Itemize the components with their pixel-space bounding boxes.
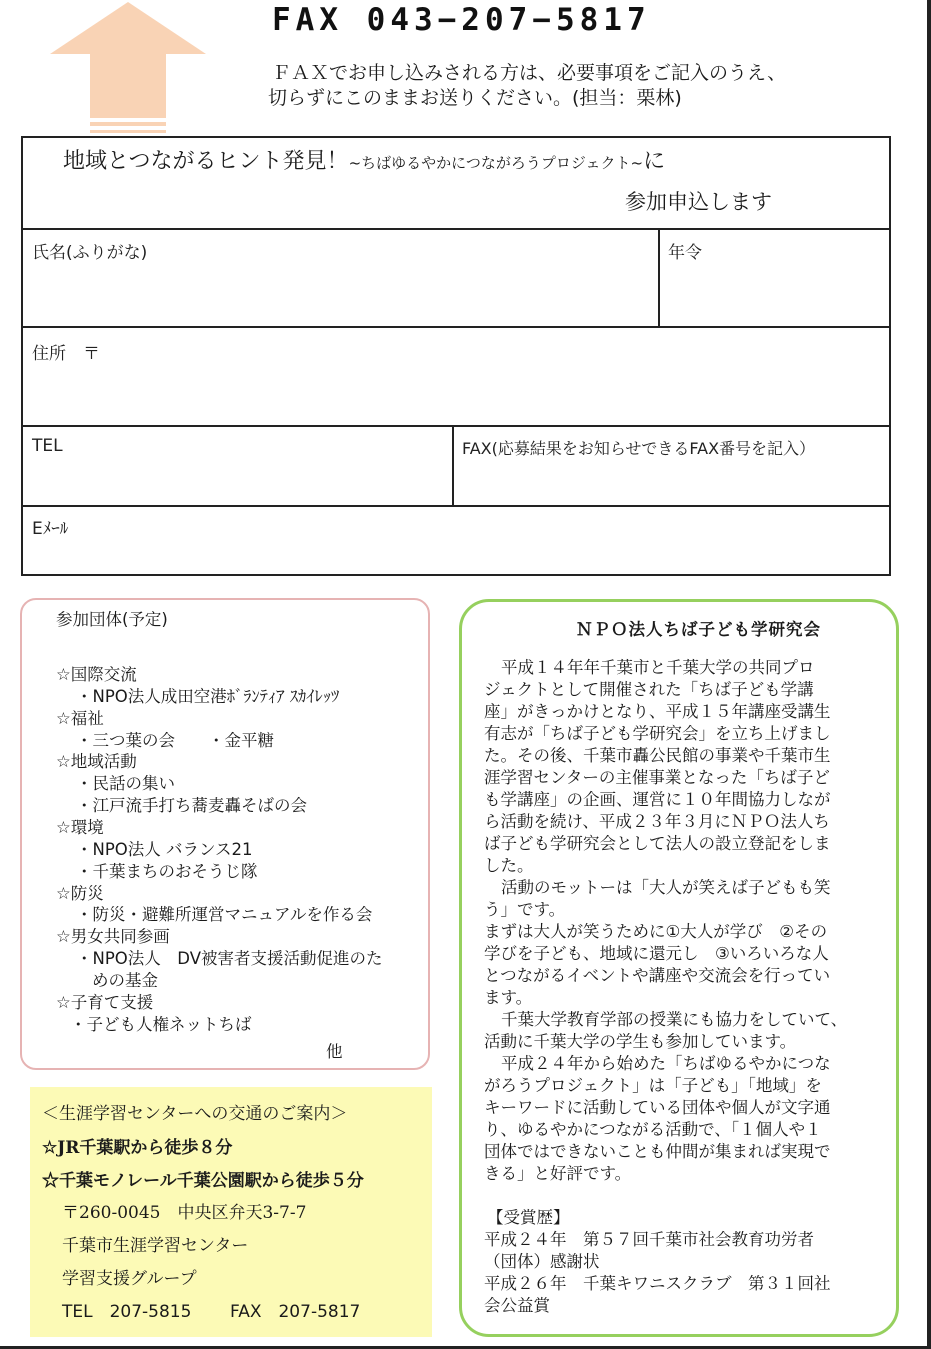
access-org-name: 千葉市生涯学習センター xyxy=(62,1236,249,1256)
page-right-border xyxy=(927,0,931,1349)
npo-text-line: した。 xyxy=(484,856,534,875)
access-address: 〒260-0045 中央区弁天3-7-7 xyxy=(62,1203,307,1223)
groups-other: 他 xyxy=(326,1042,343,1061)
event-subtitle: ~ちばゆるやかにつながろうプロジェクト~ xyxy=(348,154,644,172)
list-item: ☆環境 xyxy=(56,818,104,837)
npo-text-line: 千葉大学教育学部の授業にも協力をしていて、 xyxy=(501,1010,848,1029)
npo-text-line: 平成２４年から始めた「ちばゆるやかにつな xyxy=(501,1054,831,1073)
list-item: ☆地域活動 xyxy=(56,752,137,771)
list-item: ・NPO法人 DV被害者支援活動促進のた xyxy=(76,949,383,968)
npo-text-line: 活動に千葉大学の学生も参加しています。 xyxy=(484,1032,797,1051)
groups-heading: 参加団体(予定) xyxy=(56,610,168,629)
access-dept-name: 学習支援グループ xyxy=(62,1269,197,1289)
event-title: 地域とつながるヒント発見！~ちばゆるやかにつながろうプロジェクト~に xyxy=(63,149,666,174)
age-field[interactable]: 年令 xyxy=(668,243,702,263)
npo-text-line: キーワードに活動している団体や個人が文字通 xyxy=(484,1098,831,1117)
award-line: 平成２６年 千葉キワニスクラブ 第３１回社 xyxy=(484,1274,831,1293)
fax-field[interactable]: FAX(応募結果をお知らせできるFAX番号を記入） xyxy=(462,439,816,458)
npo-text-line: きる」と好評です。 xyxy=(484,1164,632,1183)
npo-text-line: 団体ではできないことも仲間が集まれば実現で xyxy=(484,1142,831,1161)
npo-text-line: 活動のモットーは「大人が笑えば子どもも笑 xyxy=(501,878,831,897)
npo-text-line: 涯学習センターの主催事業となった「ちば子ど xyxy=(484,768,830,787)
form-divider xyxy=(21,228,891,230)
list-item: ・三つ葉の会 ・金平糖 xyxy=(76,731,274,750)
access-tel: TEL 207-5815 xyxy=(62,1302,192,1322)
form-divider xyxy=(21,425,891,427)
npo-text-line: 座」がきっかけとなり、平成１５年講座受講生 xyxy=(484,702,831,721)
awards-heading: 【受賞歴】 xyxy=(487,1208,570,1227)
list-item: ☆子育て支援 xyxy=(56,993,154,1012)
form-divider xyxy=(452,425,454,507)
up-arrow-icon xyxy=(48,2,208,136)
list-item: ・千葉まちのおそうじ隊 xyxy=(76,862,258,881)
fax-instruction-line1: ＦＡＸでお申し込みされる方は、必要事項をご記入のうえ、 xyxy=(272,62,787,84)
list-item: ・NPO法人 バランス21 xyxy=(76,840,253,859)
form-divider xyxy=(21,505,891,507)
npo-text-line: ます。 xyxy=(484,988,533,1007)
list-item: ・防災・避難所運営マニュアルを作る会 xyxy=(76,905,373,924)
npo-text-line: 有志が「ちば子ども学研究会」を立ち上げまし xyxy=(484,724,831,743)
list-item: ☆国際交流 xyxy=(56,665,137,684)
form-divider xyxy=(21,326,891,328)
tel-field[interactable]: TEL xyxy=(32,436,63,456)
npo-text-line: ば子ども学研究会として法人の設立登記をしま xyxy=(484,834,831,853)
npo-text-line: も学講座」の企画、運営に１０年間協力しなが xyxy=(484,790,831,809)
list-item: ・民話の集い xyxy=(76,774,175,793)
list-item: ☆男女共同参画 xyxy=(56,927,170,946)
access-heading: ＜生涯学習センターへの交通のご案内＞ xyxy=(42,1104,348,1124)
apply-text: 参加申込します xyxy=(625,190,772,214)
award-line: （団体）感謝状 xyxy=(484,1252,600,1271)
npo-text-line: ら活動を続け、平成２３年３月にＮＰＯ法人ち xyxy=(484,812,830,831)
npo-text-line: 平成１４年年千葉市と千葉大学の共同プロ xyxy=(501,658,815,677)
fax-number-heading: FAX 043−207−5817 xyxy=(272,2,651,38)
email-field[interactable]: Eﾒｰﾙ xyxy=(32,519,69,539)
award-line: 平成２４年 第５７回千葉市社会教育功労者 xyxy=(484,1230,814,1249)
form-divider xyxy=(658,228,660,328)
list-item: ・江戸流手打ち蕎麦轟そばの会 xyxy=(76,796,307,815)
list-item: ☆防災 xyxy=(56,884,104,903)
npo-text-line: まずは大人が笑うために①大人が学び ②その xyxy=(484,922,828,941)
name-field[interactable]: 氏名(ふりがな) xyxy=(32,243,148,263)
list-item: ・NPO法人成田空港ﾎﾞﾗﾝﾃｨｱ ｽｶｲﾚｯﾂ xyxy=(76,687,340,706)
access-fax: FAX 207-5817 xyxy=(230,1302,361,1322)
npo-text-line: 学びを子ども、地域に還元し ③いろいろな人 xyxy=(484,944,829,963)
npo-text-line: とつながるイベントや講座や交流会を行ってい xyxy=(484,966,831,985)
npo-text-line: がろうプロジェクト」は「子ども」「地域」を xyxy=(484,1076,822,1095)
access-route-jr: ☆JR千葉駅から徒歩８分 xyxy=(42,1138,233,1158)
list-item: めの基金 xyxy=(92,971,158,990)
list-item: ☆福祉 xyxy=(56,709,104,728)
npo-title: ＮＰＯ法人ちば子ども学研究会 xyxy=(576,620,821,639)
npo-text-line: た。その後、千葉市轟公民館の事業や千葉市生 xyxy=(484,746,831,765)
npo-text-line: う」です。 xyxy=(484,900,566,919)
npo-text-line: り、ゆるやかにつながる活動で、「１個人や１ xyxy=(484,1120,822,1139)
list-item: ・子ども人権ネットちば xyxy=(70,1015,252,1034)
award-line: 会公益賞 xyxy=(484,1296,550,1315)
access-route-monorail: ☆千葉モノレール千葉公園駅から徒歩５分 xyxy=(42,1171,364,1191)
address-field[interactable]: 住所 〒 xyxy=(32,344,100,364)
fax-instruction-line2: 切らずにこのままお送りください。(担当：栗林) xyxy=(268,87,682,109)
npo-text-line: ジェクトとして開催された「ちば子ども学講 xyxy=(484,680,814,699)
